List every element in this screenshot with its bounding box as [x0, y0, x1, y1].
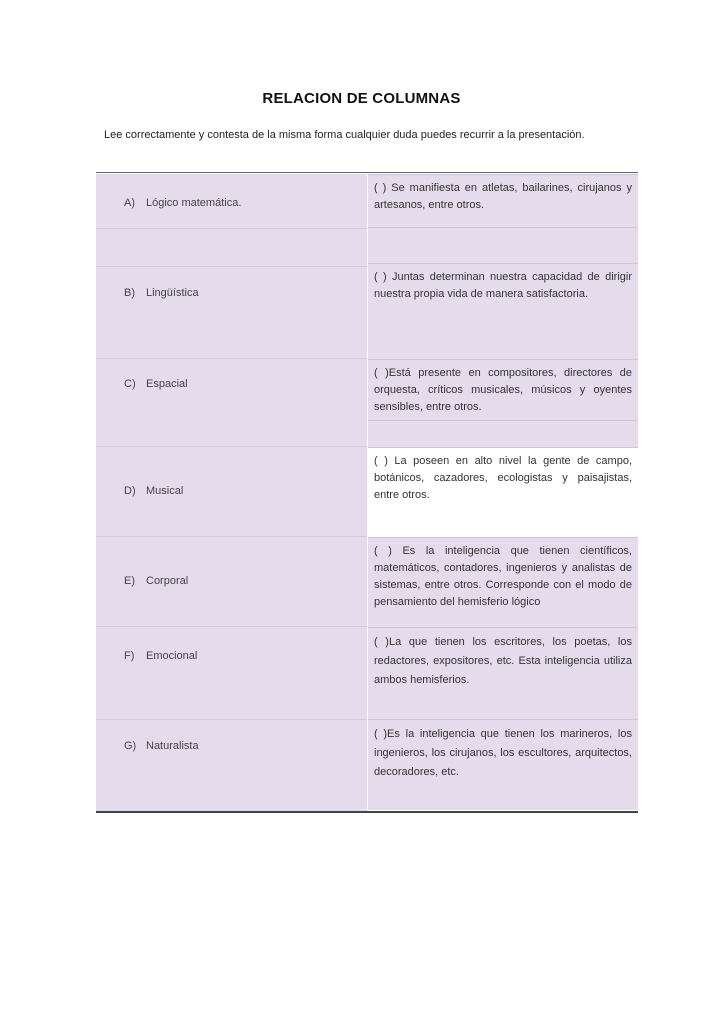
- right-item-4: [368, 447, 638, 537]
- right-item-3: [368, 359, 638, 447]
- item-label: Emocional: [146, 650, 198, 662]
- left-column: [96, 174, 368, 811]
- left-item-e: [124, 575, 188, 587]
- right-item-text: ( )Es la inteligencia que tienen los marineros, los ingenieros, los cirujanos, los escultores, arquitectos, decoradores, etc.: [374, 728, 632, 778]
- item-letter: B): [124, 287, 135, 299]
- left-item-c: [124, 378, 188, 390]
- left-item-b: [124, 287, 199, 299]
- item-label: Lingüística: [146, 287, 199, 299]
- item-label: Espacial: [146, 378, 188, 390]
- right-item-1: [368, 174, 638, 271]
- left-item-g: [124, 740, 199, 752]
- right-item-text: ( ) Juntas determinan nuestra capacidad de dirigir nuestra propia vida de manera satisfactoria.: [374, 271, 632, 300]
- item-label: Musical: [146, 485, 184, 497]
- right-item-5: [368, 537, 638, 627]
- item-label: Corporal: [146, 575, 189, 587]
- left-item-f: [124, 650, 197, 662]
- item-label: Naturalista: [146, 740, 199, 752]
- item-letter: E): [124, 575, 135, 587]
- left-item-a: [124, 197, 241, 209]
- right-item-text: ( ) Se manifiesta en atletas, bailarines, cirujanos y artesanos, entre otros.: [374, 182, 632, 211]
- item-label: Lógico matemática.: [146, 197, 242, 209]
- right-item-text: ( ) La poseen en alto nivel la gente de campo, botánicos, cazadores, ecologistas y paisajistas, entre otros.: [374, 455, 632, 501]
- right-item-text: ( ) Es la inteligencia que tienen científicos, matemáticos, contadores, ingenieros y analistas de sistemas, entre otros. Corresponde con el modo de pensamiento del hemisferio lógico: [374, 545, 632, 608]
- right-item-6: [368, 627, 638, 719]
- right-item-2: [368, 263, 638, 359]
- right-item-text: ( )La que tienen los escritores, los poetas, los redactores, expositores, etc. Esta inteligencia utiliza ambos hemisferios.: [374, 636, 632, 686]
- right-item-7: [368, 719, 638, 810]
- instructions-text: Lee correctamente y contesta de la misma forma cualquier duda puedes recurrir a la presentación.: [104, 129, 585, 141]
- left-item-d: [124, 485, 183, 497]
- right-item-text: ( )Está presente en compositores, directores de orquesta, críticos musicales, músicos y oyentes sensibles, entre otros.: [374, 367, 632, 413]
- matching-table: [96, 172, 638, 813]
- item-letter: D): [124, 485, 136, 497]
- item-letter: C): [124, 378, 136, 390]
- item-letter: F): [124, 650, 135, 662]
- item-letter: A): [124, 197, 135, 209]
- item-letter: G): [124, 740, 137, 752]
- page-title: RELACION DE COLUMNAS: [262, 90, 461, 107]
